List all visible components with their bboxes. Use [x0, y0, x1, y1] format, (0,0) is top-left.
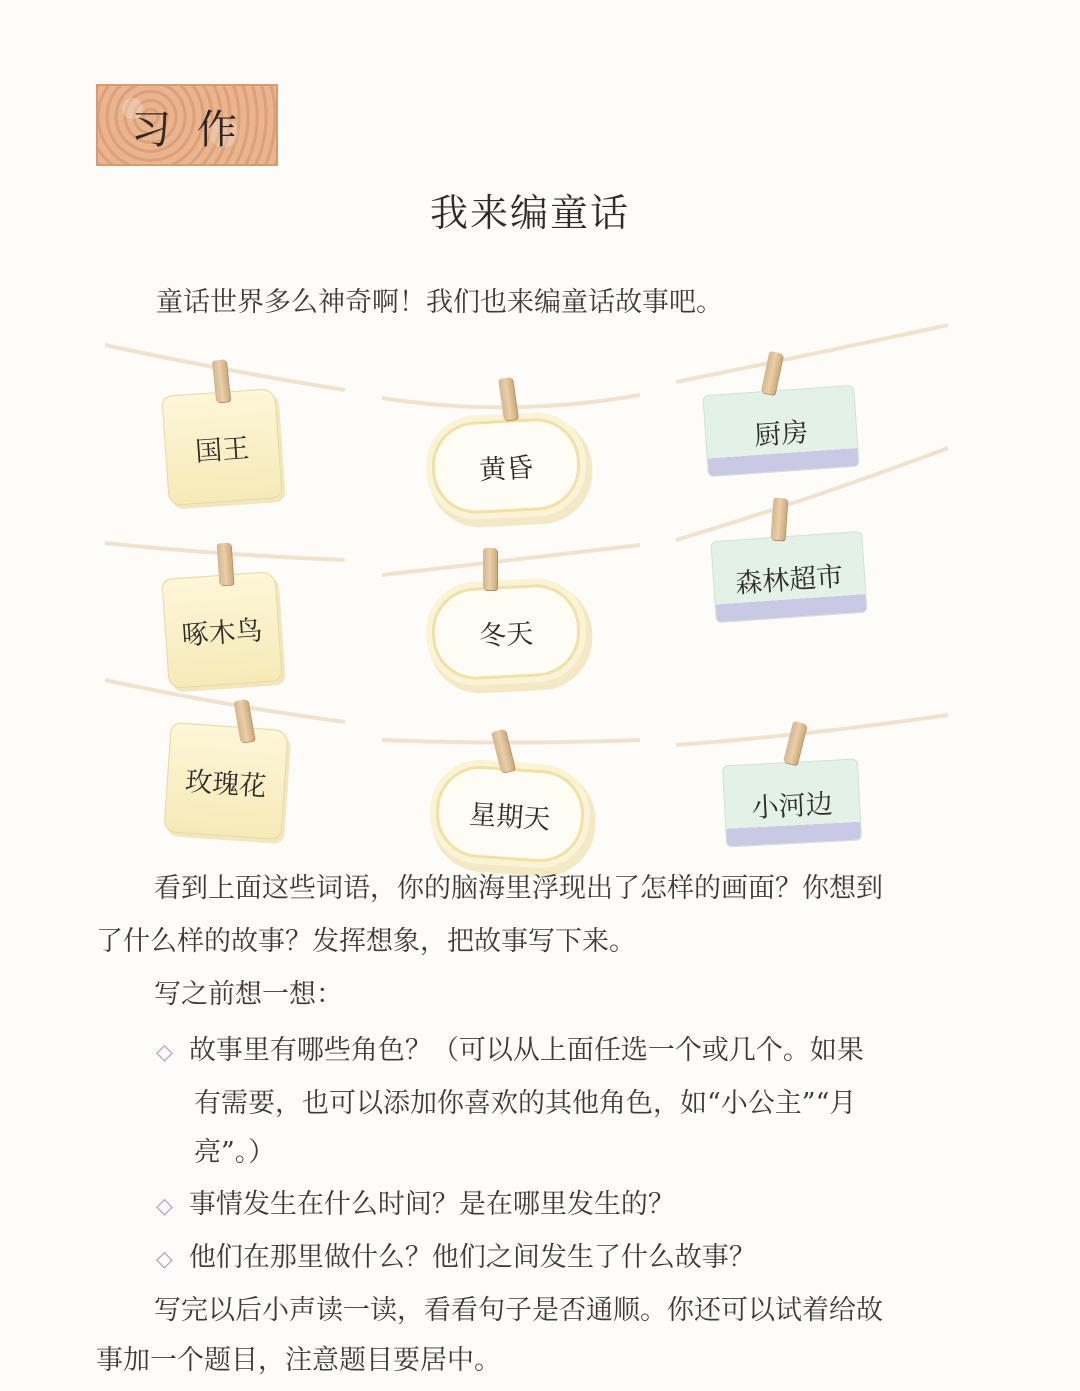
- bullet-1-line-3: 亮”。）: [194, 1137, 276, 1168]
- diamond-bullet-icon: ◇: [156, 1040, 173, 1065]
- diamond-bullet-icon: ◇: [156, 1194, 173, 1219]
- word-card-label: 啄木鸟: [180, 614, 264, 652]
- bullet-item-2: [156, 1178, 675, 1233]
- intro-text: 童话世界多么神奇啊！我们也来编童话故事吧。: [156, 287, 723, 318]
- clothespin-icon: [217, 543, 234, 586]
- bullet-item-3: [156, 1231, 756, 1286]
- diamond-bullet-icon: ◇: [156, 1247, 173, 1272]
- paragraph-1-line-1: 看到上面这些词语，你的脑海里浮现出了怎样的画面？你想到: [154, 873, 883, 904]
- bullet-1-line-1: 故事里有哪些角色？（可以从上面任选一个或几个。如果: [188, 1035, 864, 1066]
- page-title: 我来编童话: [429, 191, 630, 235]
- closing-line-2: 事加一个题目，注意题目要居中。: [96, 1345, 501, 1376]
- think-label: 写之前想一想：: [154, 979, 343, 1010]
- word-card-woodpecker: [161, 571, 282, 689]
- bullet-2-text: 事情发生在什么时间？是在哪里发生的？: [188, 1189, 675, 1220]
- bullet-3-text: 他们在那里做什么？他们之间发生了什么故事？: [188, 1242, 756, 1273]
- word-card-king: [161, 388, 282, 506]
- word-card-label: 玫瑰花: [184, 765, 268, 803]
- word-card-label: 国王: [194, 432, 251, 468]
- word-card-label: 黄昏: [478, 452, 534, 486]
- word-card-forest-supermarket: [710, 531, 867, 623]
- bullet-item-1: [156, 1024, 864, 1079]
- clothespin-icon: [483, 548, 497, 590]
- word-card-winter: [430, 582, 583, 682]
- word-card-label: 冬天: [478, 618, 534, 652]
- section-label: 习作: [131, 107, 263, 153]
- word-card-riverside: [722, 758, 862, 847]
- word-card-label: 星期天: [468, 798, 552, 836]
- word-card-label: 小河边: [750, 788, 834, 824]
- word-card-dusk: [430, 416, 583, 516]
- word-card-label: 厨房: [753, 416, 810, 452]
- line-row3-mid: [382, 740, 640, 743]
- paragraph-1-line-2: 了什么样的故事？发挥想象，把故事写下来。: [96, 926, 636, 957]
- word-card-kitchen: [702, 385, 859, 477]
- line-row3-left: [105, 680, 345, 722]
- word-card-label: 森林超市: [734, 560, 845, 600]
- line-row3-right: [676, 715, 948, 745]
- line-row2-mid: [382, 545, 640, 575]
- word-card-sunday: [433, 763, 587, 865]
- line-row1-right: [676, 325, 948, 382]
- word-card-rose: [163, 722, 288, 840]
- bullet-1-line-2: 有需要，也可以添加你喜欢的其他角色，如“小公主”“月: [194, 1088, 857, 1119]
- closing-line-1: 写完以后小声读一读，看看句子是否通顺。你还可以试着给故: [154, 1295, 883, 1326]
- clothespin-icon: [771, 498, 788, 541]
